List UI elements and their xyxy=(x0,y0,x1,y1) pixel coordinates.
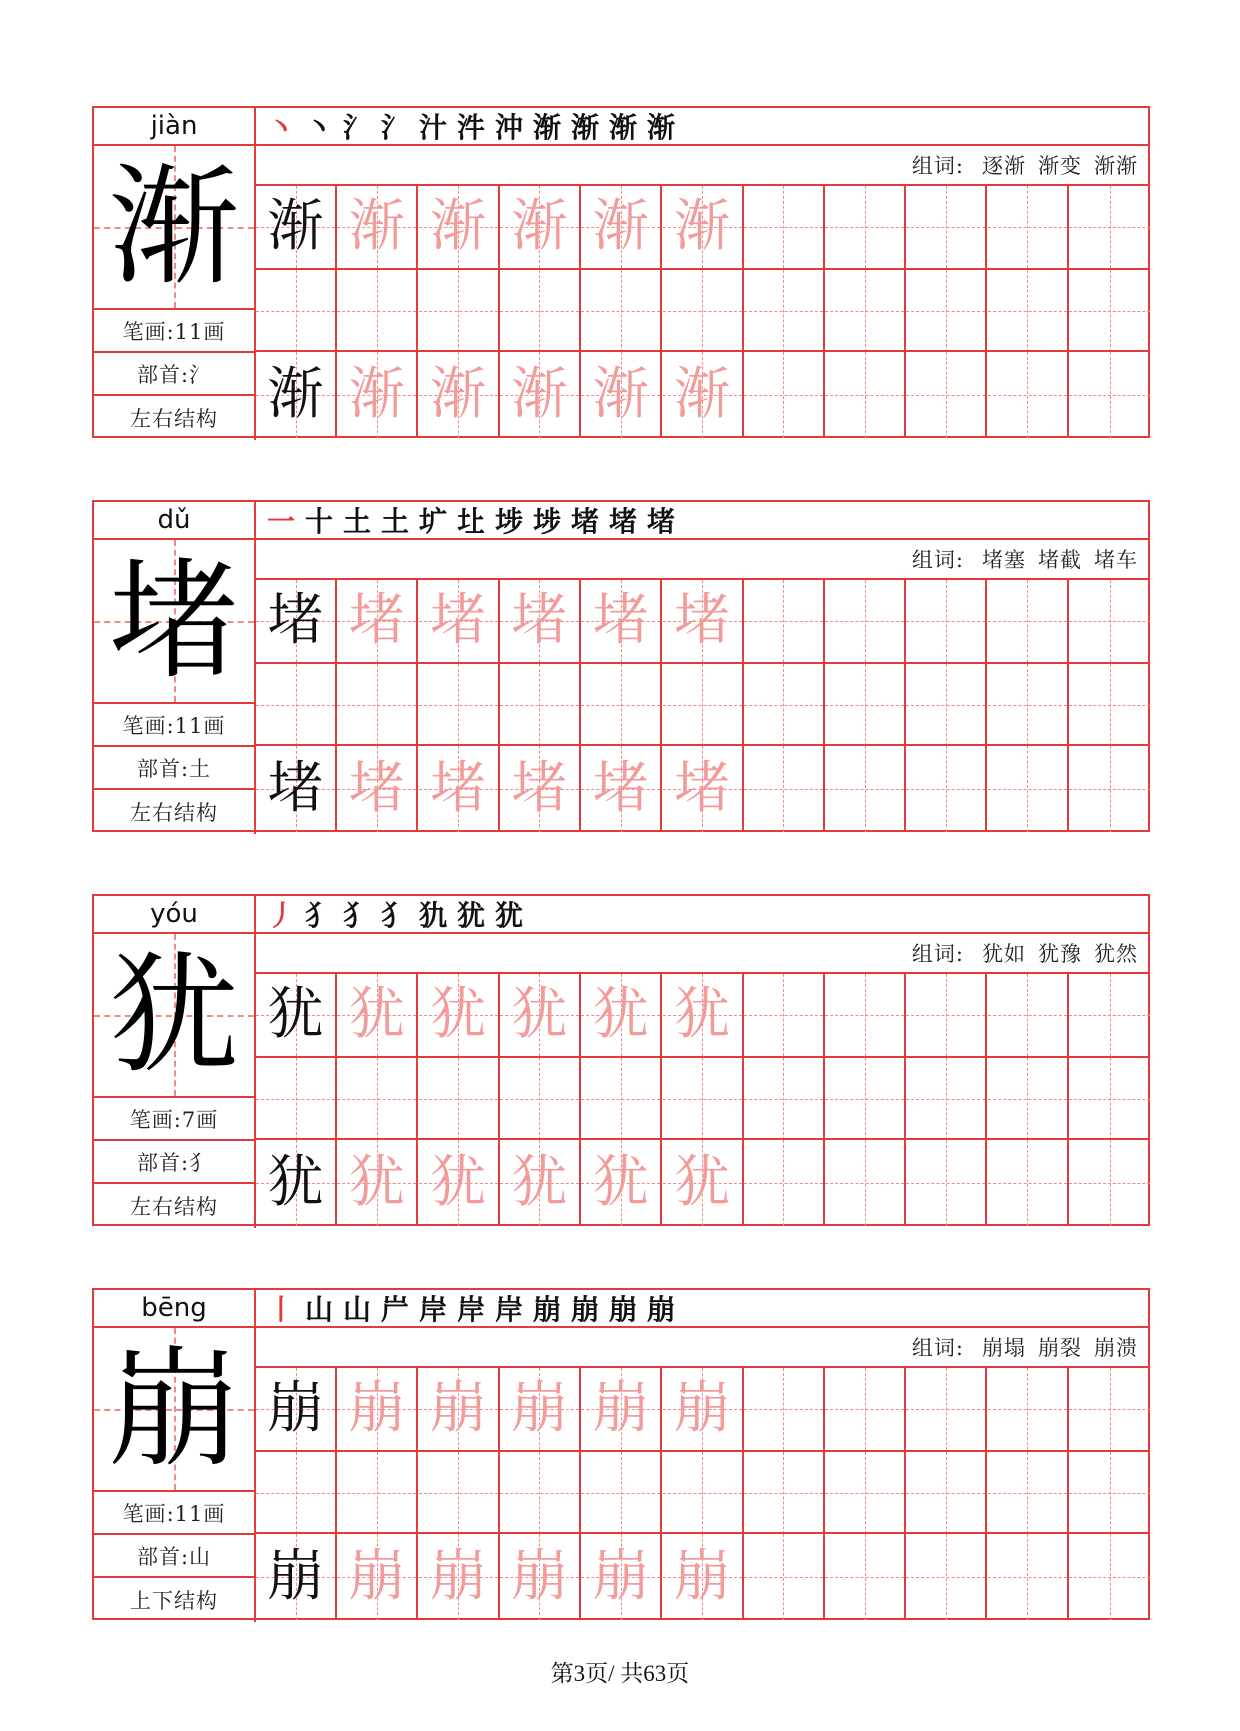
word-examples xyxy=(256,1328,1148,1368)
writing-cell[interactable] xyxy=(906,746,987,832)
pinyin-label: yóu xyxy=(94,896,256,934)
stroke-step: 十 xyxy=(304,505,333,538)
writing-cell[interactable] xyxy=(256,352,337,438)
writing-cell[interactable] xyxy=(825,1140,906,1226)
writing-cell[interactable] xyxy=(744,1058,825,1140)
writing-cell[interactable] xyxy=(663,1368,744,1450)
pinyin-label: dǔ xyxy=(94,502,256,540)
writing-cell[interactable] xyxy=(988,186,1069,268)
writing-cell[interactable] xyxy=(988,1140,1069,1226)
trace-character: 崩 xyxy=(674,1544,730,1609)
writing-cell[interactable] xyxy=(663,664,744,746)
writing-cell[interactable] xyxy=(906,1452,987,1534)
writing-cell[interactable] xyxy=(1069,974,1150,1056)
writing-cell[interactable] xyxy=(500,1140,581,1226)
trace-character: 犹 xyxy=(511,982,568,1047)
practice-grid xyxy=(256,580,1148,830)
word-example: 犹豫 xyxy=(1038,942,1082,966)
writing-cell[interactable] xyxy=(663,1140,744,1226)
practice-grid xyxy=(256,186,1148,436)
writing-cell[interactable] xyxy=(825,1058,906,1140)
model-character-box xyxy=(94,540,256,704)
writing-cell[interactable] xyxy=(988,270,1069,352)
writing-cell[interactable] xyxy=(1069,1058,1150,1140)
writing-cell[interactable] xyxy=(663,1058,744,1140)
stroke-step: 岸 xyxy=(418,1293,447,1326)
writing-cell[interactable] xyxy=(825,580,906,662)
writing-cell[interactable] xyxy=(337,352,418,438)
writing-cell[interactable] xyxy=(744,1140,825,1226)
writing-cell[interactable] xyxy=(906,664,987,746)
stroke-step: 氵 xyxy=(342,111,371,144)
stroke-step: 犭 xyxy=(380,899,409,932)
writing-cell[interactable] xyxy=(744,746,825,832)
stroke-step: 山 xyxy=(304,1293,333,1326)
writing-cell[interactable] xyxy=(419,352,500,438)
stroke-step: 埗 xyxy=(494,505,523,538)
stroke-count-label: 笔画:11画 xyxy=(94,310,256,353)
character-block xyxy=(92,106,1150,438)
writing-cell[interactable] xyxy=(906,1058,987,1140)
stroke-step: 圹 xyxy=(418,505,447,538)
writing-cell[interactable] xyxy=(1069,580,1150,662)
sample-character: 堵 xyxy=(267,588,324,653)
writing-cell[interactable] xyxy=(663,270,744,352)
writing-cell[interactable] xyxy=(1069,1534,1150,1620)
writing-cell[interactable] xyxy=(581,1368,662,1450)
stroke-step: 崩 xyxy=(608,1293,637,1326)
stroke-step: 土 xyxy=(342,505,371,538)
stroke-step: 犰 xyxy=(418,899,447,932)
practice-row xyxy=(256,1368,1150,1450)
writing-cell[interactable] xyxy=(256,1452,337,1534)
writing-cell[interactable] xyxy=(337,186,418,268)
writing-cell[interactable] xyxy=(663,186,744,268)
writing-cell[interactable] xyxy=(988,746,1069,832)
character-block xyxy=(92,500,1150,832)
word-example: 犹然 xyxy=(1094,942,1138,966)
writing-cell[interactable] xyxy=(256,1058,337,1140)
stroke-step: 渐 xyxy=(532,111,561,144)
writing-cell[interactable] xyxy=(825,1452,906,1534)
practice-grid xyxy=(256,974,1148,1224)
writing-cell[interactable] xyxy=(988,974,1069,1056)
writing-cell[interactable] xyxy=(256,664,337,746)
trace-character: 犹 xyxy=(674,1150,730,1215)
stroke-step: 丿 xyxy=(266,899,295,932)
model-character-box xyxy=(94,1328,256,1492)
writing-cell[interactable] xyxy=(256,1140,337,1226)
writing-cell[interactable] xyxy=(906,1140,987,1226)
stroke-step: 犭 xyxy=(304,899,333,932)
model-character: 崩 xyxy=(108,1333,239,1485)
stroke-step: 丶 xyxy=(266,111,295,144)
word-example: 犹如 xyxy=(982,942,1026,966)
word-example: 崩裂 xyxy=(1038,1336,1082,1360)
stroke-step: 汁 xyxy=(418,111,447,144)
stroke-step: 丶 xyxy=(304,111,333,144)
trace-character: 犹 xyxy=(592,1150,649,1215)
writing-cell[interactable] xyxy=(744,1368,825,1450)
writing-cell[interactable] xyxy=(825,270,906,352)
writing-cell[interactable] xyxy=(419,186,500,268)
writing-cell[interactable] xyxy=(581,664,662,746)
stroke-order-row xyxy=(256,108,1148,146)
writing-cell[interactable] xyxy=(581,580,662,662)
words-prefix: 组词: xyxy=(911,1336,964,1360)
practice-row xyxy=(256,974,1150,1056)
stroke-step: 一 xyxy=(266,505,295,538)
character-block xyxy=(92,1288,1150,1620)
trace-character: 渐 xyxy=(511,194,568,259)
writing-cell[interactable] xyxy=(500,1534,581,1620)
writing-cell[interactable] xyxy=(906,580,987,662)
trace-character: 犹 xyxy=(511,1150,568,1215)
writing-cell[interactable] xyxy=(825,1368,906,1450)
writing-cell[interactable] xyxy=(663,1452,744,1534)
trace-character: 崩 xyxy=(348,1544,405,1609)
trace-character: 犹 xyxy=(348,982,405,1047)
writing-cell[interactable] xyxy=(825,974,906,1056)
writing-cell[interactable] xyxy=(419,746,500,832)
writing-cell[interactable] xyxy=(581,1534,662,1620)
writing-cell[interactable] xyxy=(906,974,987,1056)
writing-cell[interactable] xyxy=(419,974,500,1056)
trace-character: 渐 xyxy=(592,194,649,259)
trace-character: 堵 xyxy=(674,756,730,821)
writing-cell[interactable] xyxy=(988,1534,1069,1620)
word-example: 堵截 xyxy=(1038,548,1082,572)
trace-character: 渐 xyxy=(674,362,730,427)
stroke-count-label: 笔画:7画 xyxy=(94,1098,256,1141)
model-character-box xyxy=(94,146,256,310)
writing-cell[interactable] xyxy=(1069,270,1150,352)
writing-cell[interactable] xyxy=(906,270,987,352)
trace-character: 堵 xyxy=(592,756,649,821)
radical-label: 部首:氵 xyxy=(94,353,256,396)
word-example: 逐渐 xyxy=(982,154,1026,178)
writing-cell[interactable] xyxy=(500,270,581,352)
stroke-step: 屵 xyxy=(380,1293,409,1326)
writing-cell[interactable] xyxy=(663,352,744,438)
writing-cell[interactable] xyxy=(337,1452,418,1534)
word-examples xyxy=(256,934,1148,974)
word-example: 崩溃 xyxy=(1094,1336,1138,1360)
writing-cell[interactable] xyxy=(825,352,906,438)
trace-character: 崩 xyxy=(430,1544,487,1609)
writing-cell[interactable] xyxy=(337,746,418,832)
writing-cell[interactable] xyxy=(906,1368,987,1450)
stroke-step: 沖 xyxy=(494,111,523,144)
writing-cell[interactable] xyxy=(663,1534,744,1620)
writing-cell[interactable] xyxy=(581,270,662,352)
trace-character: 渐 xyxy=(592,362,649,427)
trace-character: 渐 xyxy=(348,362,405,427)
writing-cell[interactable] xyxy=(744,270,825,352)
writing-cell[interactable] xyxy=(256,580,337,662)
sample-character: 崩 xyxy=(267,1376,324,1441)
writing-cell[interactable] xyxy=(988,1452,1069,1534)
words-prefix: 组词: xyxy=(911,154,964,178)
trace-character: 犹 xyxy=(674,982,730,1047)
writing-cell[interactable] xyxy=(419,664,500,746)
stroke-step: 崩 xyxy=(646,1293,675,1326)
word-example: 堵车 xyxy=(1094,548,1138,572)
structure-label: 上下结构 xyxy=(94,1578,256,1622)
sample-character: 崩 xyxy=(267,1544,324,1609)
stroke-step: 渐 xyxy=(608,111,637,144)
trace-character: 渐 xyxy=(511,362,568,427)
writing-cell[interactable] xyxy=(337,974,418,1056)
trace-character: 崩 xyxy=(511,1544,568,1609)
word-example: 渐渐 xyxy=(1094,154,1138,178)
practice-row xyxy=(256,1056,1150,1140)
trace-character: 堵 xyxy=(348,588,405,653)
practice-row xyxy=(256,1138,1150,1226)
writing-cell[interactable] xyxy=(500,186,581,268)
trace-character: 堵 xyxy=(592,588,649,653)
stroke-step: 埗 xyxy=(532,505,561,538)
words-prefix: 组词: xyxy=(911,548,964,572)
writing-cell[interactable] xyxy=(744,186,825,268)
page-footer: 第3页/ 共63页 xyxy=(550,1661,690,1686)
writing-cell[interactable] xyxy=(744,1452,825,1534)
writing-cell[interactable] xyxy=(663,580,744,662)
writing-cell[interactable] xyxy=(825,746,906,832)
stroke-step: 堵 xyxy=(646,505,675,538)
writing-cell[interactable] xyxy=(988,664,1069,746)
trace-character: 崩 xyxy=(511,1376,568,1441)
writing-cell[interactable] xyxy=(500,974,581,1056)
writing-cell[interactable] xyxy=(256,974,337,1056)
stroke-step: 岸 xyxy=(456,1293,485,1326)
writing-cell[interactable] xyxy=(581,352,662,438)
writing-cell[interactable] xyxy=(581,1140,662,1226)
practice-grid xyxy=(256,1368,1148,1618)
sample-character: 渐 xyxy=(267,362,324,427)
writing-cell[interactable] xyxy=(744,1534,825,1620)
practice-row xyxy=(256,186,1150,268)
writing-cell[interactable] xyxy=(825,664,906,746)
practice-row xyxy=(256,662,1150,746)
stroke-step: 汼 xyxy=(456,111,485,144)
writing-cell[interactable] xyxy=(256,186,337,268)
trace-character: 崩 xyxy=(348,1376,405,1441)
writing-cell[interactable] xyxy=(419,1140,500,1226)
stroke-step: 丨 xyxy=(266,1293,295,1326)
writing-cell[interactable] xyxy=(1069,664,1150,746)
trace-character: 渐 xyxy=(430,194,487,259)
writing-cell[interactable] xyxy=(1069,746,1150,832)
writing-cell[interactable] xyxy=(419,270,500,352)
word-example: 崩塌 xyxy=(982,1336,1026,1360)
model-character: 渐 xyxy=(108,151,239,303)
writing-cell[interactable] xyxy=(337,1368,418,1450)
trace-character: 犹 xyxy=(430,1150,487,1215)
trace-character: 堵 xyxy=(511,756,568,821)
writing-cell[interactable] xyxy=(1069,1452,1150,1534)
stroke-step: 渐 xyxy=(646,111,675,144)
writing-cell[interactable] xyxy=(988,1368,1069,1450)
trace-character: 崩 xyxy=(430,1376,487,1441)
word-example: 渐变 xyxy=(1038,154,1082,178)
writing-cell[interactable] xyxy=(500,352,581,438)
trace-character: 堵 xyxy=(430,588,487,653)
trace-character: 崩 xyxy=(592,1376,649,1441)
writing-cell[interactable] xyxy=(906,186,987,268)
trace-character: 渐 xyxy=(430,362,487,427)
trace-character: 犹 xyxy=(430,982,487,1047)
trace-character: 堵 xyxy=(511,588,568,653)
trace-character: 犹 xyxy=(592,982,649,1047)
writing-cell[interactable] xyxy=(500,1452,581,1534)
practice-row xyxy=(256,1532,1150,1620)
writing-cell[interactable] xyxy=(419,1058,500,1140)
writing-cell[interactable] xyxy=(256,1368,337,1450)
writing-cell[interactable] xyxy=(500,746,581,832)
writing-cell[interactable] xyxy=(906,352,987,438)
writing-cell[interactable] xyxy=(337,1058,418,1140)
radical-label: 部首:犭 xyxy=(94,1141,256,1184)
writing-cell[interactable] xyxy=(337,1534,418,1620)
pinyin-label: bēng xyxy=(94,1290,256,1328)
trace-character: 犹 xyxy=(348,1150,405,1215)
writing-cell[interactable] xyxy=(581,974,662,1056)
writing-cell[interactable] xyxy=(906,1534,987,1620)
writing-cell[interactable] xyxy=(1069,352,1150,438)
writing-cell[interactable] xyxy=(500,580,581,662)
writing-cell[interactable] xyxy=(663,974,744,1056)
stroke-step: 堵 xyxy=(608,505,637,538)
stroke-order-row xyxy=(256,896,1148,934)
stroke-count-label: 笔画:11画 xyxy=(94,1492,256,1535)
writing-cell[interactable] xyxy=(500,1368,581,1450)
writing-cell[interactable] xyxy=(825,186,906,268)
stroke-step: 山 xyxy=(342,1293,371,1326)
stroke-step: 犹 xyxy=(494,899,523,932)
structure-label: 左右结构 xyxy=(94,1184,256,1228)
stroke-count-label: 笔画:11画 xyxy=(94,704,256,747)
writing-cell[interactable] xyxy=(744,580,825,662)
writing-cell[interactable] xyxy=(581,1452,662,1534)
writing-cell[interactable] xyxy=(256,270,337,352)
writing-cell[interactable] xyxy=(419,1368,500,1450)
writing-cell[interactable] xyxy=(419,1534,500,1620)
sample-character: 犹 xyxy=(267,982,324,1047)
sample-character: 渐 xyxy=(267,194,324,259)
sample-character: 犹 xyxy=(267,1150,324,1215)
stroke-step: 氵 xyxy=(380,111,409,144)
sample-character: 堵 xyxy=(267,756,324,821)
writing-cell[interactable] xyxy=(744,974,825,1056)
structure-label: 左右结构 xyxy=(94,396,256,440)
writing-cell[interactable] xyxy=(1069,1140,1150,1226)
trace-character: 渐 xyxy=(348,194,405,259)
writing-cell[interactable] xyxy=(419,580,500,662)
word-example: 堵塞 xyxy=(982,548,1026,572)
trace-character: 崩 xyxy=(592,1544,649,1609)
stroke-step: 犭 xyxy=(342,899,371,932)
practice-row xyxy=(256,580,1150,662)
writing-cell[interactable] xyxy=(500,664,581,746)
word-examples xyxy=(256,146,1148,186)
stroke-order-row xyxy=(256,1290,1148,1328)
stroke-step: 堵 xyxy=(570,505,599,538)
stroke-order-row xyxy=(256,502,1148,540)
writing-cell[interactable] xyxy=(337,580,418,662)
words-prefix: 组词: xyxy=(911,942,964,966)
practice-row xyxy=(256,1450,1150,1534)
writing-cell[interactable] xyxy=(337,1140,418,1226)
writing-cell[interactable] xyxy=(1069,1368,1150,1450)
stroke-step: 犹 xyxy=(456,899,485,932)
practice-row xyxy=(256,350,1150,438)
writing-cell[interactable] xyxy=(988,580,1069,662)
writing-cell[interactable] xyxy=(256,1534,337,1620)
trace-character: 渐 xyxy=(674,194,730,259)
writing-cell[interactable] xyxy=(337,270,418,352)
writing-cell[interactable] xyxy=(663,746,744,832)
trace-character: 堵 xyxy=(430,756,487,821)
trace-character: 堵 xyxy=(348,756,405,821)
word-examples xyxy=(256,540,1148,580)
radical-label: 部首:山 xyxy=(94,1535,256,1578)
writing-cell[interactable] xyxy=(581,746,662,832)
writing-cell[interactable] xyxy=(581,1058,662,1140)
structure-label: 左右结构 xyxy=(94,790,256,834)
writing-cell[interactable] xyxy=(581,186,662,268)
stroke-step: 圵 xyxy=(456,505,485,538)
writing-cell[interactable] xyxy=(744,664,825,746)
radical-label: 部首:土 xyxy=(94,747,256,790)
writing-cell[interactable] xyxy=(988,1058,1069,1140)
pinyin-label: jiàn xyxy=(94,108,256,146)
writing-cell[interactable] xyxy=(988,352,1069,438)
writing-cell[interactable] xyxy=(500,1058,581,1140)
character-block xyxy=(92,894,1150,1226)
writing-cell[interactable] xyxy=(419,1452,500,1534)
stroke-step: 岸 xyxy=(494,1293,523,1326)
stroke-step: 崩 xyxy=(570,1293,599,1326)
model-character: 堵 xyxy=(108,545,239,697)
stroke-step: 渐 xyxy=(570,111,599,144)
practice-row xyxy=(256,744,1150,832)
model-character: 犹 xyxy=(108,939,239,1091)
stroke-step: 土 xyxy=(380,505,409,538)
model-character-box xyxy=(94,934,256,1098)
writing-cell[interactable] xyxy=(1069,186,1150,268)
writing-cell[interactable] xyxy=(337,664,418,746)
writing-cell[interactable] xyxy=(744,352,825,438)
writing-cell[interactable] xyxy=(256,746,337,832)
trace-character: 堵 xyxy=(674,588,730,653)
practice-row xyxy=(256,268,1150,352)
writing-cell[interactable] xyxy=(825,1534,906,1620)
stroke-step: 崩 xyxy=(532,1293,561,1326)
trace-character: 崩 xyxy=(674,1376,730,1441)
